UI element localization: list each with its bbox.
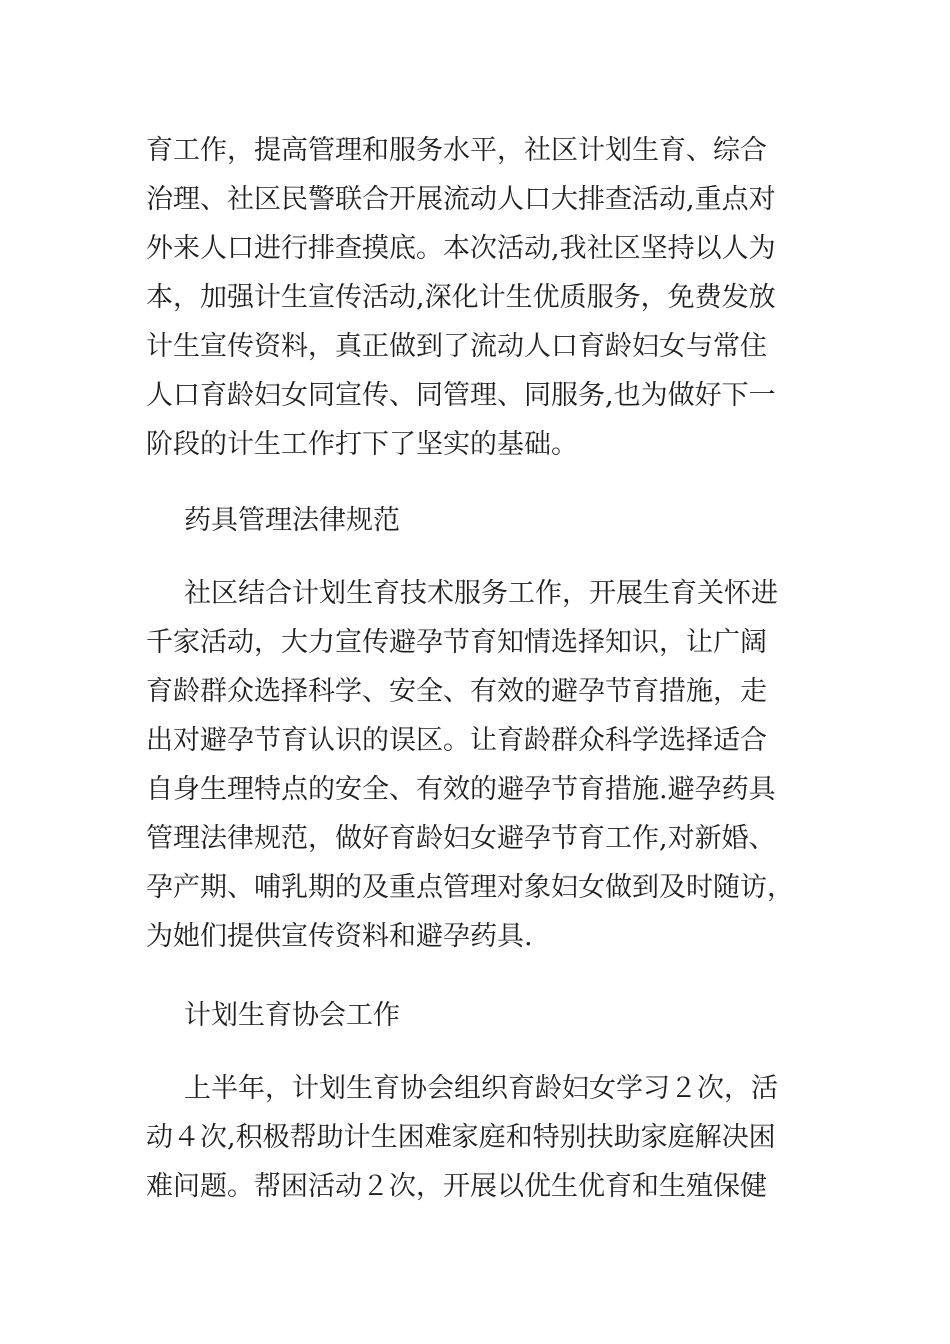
paragraph-line: 育工作，提高管理和服务水平，社区计划生育、综合 xyxy=(146,135,767,166)
paragraph-line: 社区结合计划生育技术服务工作，开展生育关怀进 xyxy=(184,578,778,609)
paragraph-line: 出对避孕节育认识的误区。让育龄群众科学选择适合 xyxy=(146,725,767,756)
paragraph-line: 孕产期、哺乳期的及重点管理对象妇女做到及时随访， xyxy=(146,872,794,903)
paragraph-line: 人口育龄妇女同宣传、同管理、同服务,也为做好下一 xyxy=(146,380,776,411)
paragraph-line: 上半年，计划生育协会组织育龄妇女学习２次，活 xyxy=(184,1073,778,1104)
paragraph-line: 为她们提供宣传资料和避孕药具. xyxy=(146,921,533,952)
paragraph-line: 育龄群众选择科学、安全、有效的避孕节育措施，走 xyxy=(146,676,767,707)
paragraph-line: 管理法律规范，做好育龄妇女避孕节育工作,对新婚、 xyxy=(146,823,776,854)
paragraph-line: 千家活动，大力宣传避孕节育知情选择知识，让广阔 xyxy=(146,627,767,658)
paragraph-line: 治理、社区民警联合开展流动人口大排查活动,重点对 xyxy=(146,184,776,215)
paragraph-association xyxy=(146,1064,806,1211)
paragraph-line: 难问题。帮困活动２次，开展以优生优育和生殖保健 xyxy=(146,1171,767,1202)
section-heading-contraceptives xyxy=(146,496,806,545)
section-heading-association xyxy=(146,991,806,1040)
paragraph-line: 外来人口进行排查摸底。本次活动,我社区坚持以人为 xyxy=(146,233,776,264)
paragraph-line: 自身生理特点的安全、有效的避孕节育措施.避孕药具 xyxy=(146,774,776,805)
paragraph-line: 阶段的计生工作打下了坚实的基础。 xyxy=(146,429,578,460)
paragraph-line: 计生宣传资料，真正做到了流动人口育龄妇女与常住 xyxy=(146,331,767,362)
section-heading: 计划生育协会工作 xyxy=(184,1000,400,1031)
paragraph-continuation xyxy=(146,126,806,469)
paragraph-line: 本，加强计生宣传活动,深化计生优质服务，免费发放 xyxy=(146,282,776,313)
paragraph-line: 动４次,积极帮助计生困难家庭和特别扶助家庭解决困 xyxy=(146,1122,776,1153)
paragraph-contraceptives xyxy=(146,569,806,961)
section-heading: 药具管理法律规范 xyxy=(184,505,400,536)
